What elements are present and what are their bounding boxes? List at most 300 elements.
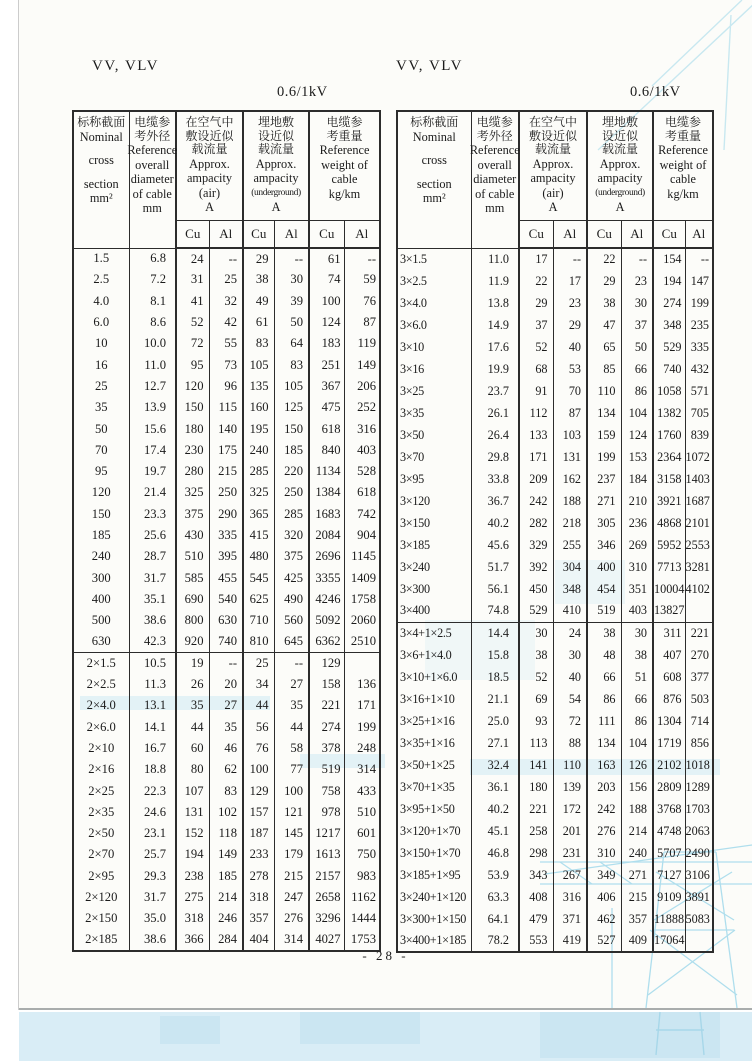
- scanner-background-strip: [19, 1012, 752, 1061]
- cell-value: --: [209, 653, 243, 674]
- cell-section: 6.0: [73, 312, 129, 333]
- cell-value: 349: [587, 864, 621, 886]
- cell-value: 38: [587, 292, 621, 314]
- cell-value: 74.8: [471, 600, 519, 622]
- weight-al-header: Al: [344, 220, 380, 248]
- cell-value: 162: [553, 468, 587, 490]
- cell-value: 66: [621, 688, 653, 710]
- cell-value: 310: [587, 842, 621, 864]
- right-table-header: [397, 111, 713, 248]
- cell-section: 2×120: [73, 887, 129, 908]
- cell-value: 1687: [685, 490, 713, 512]
- cell-value: 180: [519, 776, 553, 798]
- cell-value: 314: [344, 759, 380, 780]
- cell-value: 159: [587, 424, 621, 446]
- cell-value: 115: [209, 397, 243, 418]
- cell-value: 105: [243, 354, 274, 375]
- cell-value: 2157: [309, 866, 344, 887]
- cell-value: 5083: [685, 908, 713, 930]
- cell-value: 3106: [685, 864, 713, 886]
- cell-value: 91: [519, 380, 553, 402]
- cell-value: 625: [243, 589, 274, 610]
- cell-value: 19.9: [471, 358, 519, 380]
- table-row: [397, 402, 713, 424]
- cell-section: 2×95: [73, 866, 129, 887]
- cell-value: 2553: [685, 534, 713, 556]
- weight-en: cable: [670, 172, 696, 186]
- cell-value: 335: [209, 525, 243, 546]
- diameter-zh: 电缆参: [134, 115, 171, 129]
- cell-value: 1382: [653, 402, 685, 424]
- cell-section: 3×70: [397, 446, 471, 468]
- single-core-section: [73, 248, 380, 653]
- table-row: [73, 546, 380, 567]
- cell-value: 235: [685, 314, 713, 336]
- cell-value: 290: [209, 504, 243, 525]
- cell-value: 69: [519, 688, 553, 710]
- table-row: [73, 525, 380, 546]
- cell-value: 250: [274, 482, 309, 503]
- cell-section: 4.0: [73, 291, 129, 312]
- cell-value: 415: [243, 525, 274, 546]
- table-row: [397, 314, 713, 336]
- cell-value: 31.7: [129, 887, 176, 908]
- cell-value: 400: [587, 556, 621, 578]
- cell-value: 66: [621, 358, 653, 380]
- cell-section: 70: [73, 440, 129, 461]
- cell-value: 21.4: [129, 482, 176, 503]
- cell-value: 56.1: [471, 578, 519, 600]
- cell-value: 325: [176, 482, 209, 503]
- air-unit: A: [548, 200, 558, 214]
- cell-value: 375: [176, 504, 209, 525]
- cell-value: 72: [553, 710, 587, 732]
- cell-value: 32.4: [471, 754, 519, 776]
- cell-value: --: [209, 248, 243, 269]
- cell-value: 15.8: [471, 644, 519, 666]
- cell-value: 42: [209, 312, 243, 333]
- cell-value: 12.7: [129, 376, 176, 397]
- cell-section: 2×50: [73, 823, 129, 844]
- diameter-zh: 考外径: [476, 128, 513, 143]
- table-row: [397, 820, 713, 842]
- table-row: [397, 556, 713, 578]
- cell-value: 2364: [653, 446, 685, 468]
- nominal-en: section: [83, 176, 119, 191]
- cell-value: 118: [209, 823, 243, 844]
- cell-value: 203: [587, 776, 621, 798]
- cell-value: 371: [553, 908, 587, 930]
- cell-value: 50: [621, 336, 653, 358]
- cell-section: 3×400: [397, 600, 471, 622]
- cell-value: 840: [309, 440, 344, 461]
- cell-value: 87: [344, 312, 380, 333]
- cell-section: 3×35: [397, 402, 471, 424]
- underground-zh: 载流量: [258, 142, 295, 156]
- diameter-en: diameter: [130, 172, 174, 186]
- right-spec-table: [396, 110, 714, 953]
- cell-value: 240: [621, 842, 653, 864]
- cell-value: 14.4: [471, 622, 519, 644]
- air-cu-header: Cu: [519, 220, 553, 248]
- cell-value: 406: [587, 886, 621, 908]
- cell-value: 93: [519, 710, 553, 732]
- cell-section: 185: [73, 525, 129, 546]
- cell-value: 86: [621, 380, 653, 402]
- cell-value: 214: [621, 820, 653, 842]
- cell-value: 129: [309, 653, 344, 674]
- table-row: [397, 908, 713, 930]
- cell-value: 433: [344, 780, 380, 801]
- cell-value: 710: [243, 610, 274, 631]
- header-nominal-section: [397, 111, 471, 248]
- cell-value: 1162: [344, 887, 380, 908]
- cell-value: 11888: [653, 908, 685, 930]
- cell-value: 111: [587, 710, 621, 732]
- cell-value: --: [553, 248, 587, 270]
- table-row: [397, 292, 713, 314]
- cell-value: 9109: [653, 886, 685, 908]
- table-row: [397, 490, 713, 512]
- cell-value: 6362: [309, 631, 344, 652]
- cell-value: 475: [309, 397, 344, 418]
- cell-value: 343: [519, 864, 553, 886]
- cell-value: 1289: [685, 776, 713, 798]
- cell-value: 36.1: [471, 776, 519, 798]
- air-zh: 载流量: [535, 142, 572, 156]
- cell-value: 3891: [685, 886, 713, 908]
- cell-section: 3×25: [397, 380, 471, 402]
- cell-value: 58: [274, 738, 309, 759]
- cell-value: 274: [653, 292, 685, 314]
- cell-value: 758: [309, 780, 344, 801]
- table-row: [397, 842, 713, 864]
- cell-value: 36.7: [471, 490, 519, 512]
- cell-value: 104: [621, 402, 653, 424]
- underground-zh: 埋地敷: [258, 115, 295, 129]
- table-row: [73, 695, 380, 716]
- cell-section: 3×95: [397, 468, 471, 490]
- diameter-en: of cable: [132, 186, 172, 201]
- cell-value: 25: [243, 653, 274, 674]
- cell-value: 105: [274, 376, 309, 397]
- cell-section: 3×240+1×120: [397, 886, 471, 908]
- weight-unit: kg/km: [328, 186, 361, 201]
- cell-value: 141: [519, 754, 553, 776]
- cell-value: 419: [553, 930, 587, 952]
- cell-value: 124: [309, 312, 344, 333]
- table-row: [73, 610, 380, 631]
- cell-value: 209: [519, 468, 553, 490]
- header-row-main: [73, 111, 380, 220]
- underground-zh: 设近似: [258, 128, 295, 143]
- cell-value: 2060: [344, 610, 380, 631]
- cell-value: 529: [653, 336, 685, 358]
- cell-value: 2102: [653, 754, 685, 776]
- cell-value: 251: [309, 354, 344, 375]
- cell-section: 3×35+1×16: [397, 732, 471, 754]
- cell-value: 7127: [653, 864, 685, 886]
- cell-value: 1058: [653, 380, 685, 402]
- cell-value: 314: [274, 930, 309, 951]
- cell-section: 3×150+1×70: [397, 842, 471, 864]
- diameter-zh: 考外径: [134, 128, 171, 143]
- cell-value: 35: [274, 695, 309, 716]
- table-row: [397, 248, 713, 270]
- cell-value: 454: [587, 578, 621, 600]
- cell-value: --: [274, 248, 309, 269]
- cell-section: 3×400+1×185: [397, 930, 471, 952]
- cell-value: 87: [553, 402, 587, 424]
- cell-value: 20: [209, 674, 243, 695]
- cell-value: 404: [243, 930, 274, 951]
- cell-value: 1758: [344, 589, 380, 610]
- weight-en: cable: [331, 172, 358, 186]
- cell-value: 395: [209, 546, 243, 567]
- cell-value: 49: [243, 291, 274, 312]
- table-row: [397, 688, 713, 710]
- weight-en: weight of: [659, 157, 707, 172]
- cell-section: 3×4+1×2.5: [397, 622, 471, 644]
- three-core-section: [397, 248, 713, 622]
- cell-section: 2×1.5: [73, 653, 129, 674]
- cell-value: 5952: [653, 534, 685, 556]
- cell-value: 18.5: [471, 666, 519, 688]
- cell-value: 134: [587, 402, 621, 424]
- cell-value: 3355: [309, 567, 344, 588]
- air-zh: 敷设近似: [185, 128, 234, 143]
- table-row: [397, 380, 713, 402]
- cell-value: 38: [587, 622, 621, 644]
- cell-value: 528: [344, 461, 380, 482]
- air-en: Approx.: [532, 156, 574, 171]
- cell-value: 10.0: [129, 333, 176, 354]
- cell-value: 30: [553, 644, 587, 666]
- cell-value: 34: [243, 674, 274, 695]
- table-row: [73, 759, 380, 780]
- cell-value: 274: [309, 717, 344, 738]
- cell-value: 80: [176, 759, 209, 780]
- cell-value: 7.2: [129, 269, 176, 290]
- cell-value: 199: [587, 446, 621, 468]
- header-weight: [653, 111, 713, 220]
- cell-value: 246: [209, 908, 243, 929]
- cell-section: 2×35: [73, 802, 129, 823]
- cell-value: 2490: [685, 842, 713, 864]
- cell-value: 96: [209, 376, 243, 397]
- cell-value: 357: [621, 908, 653, 930]
- underground-cu-header: Cu: [243, 220, 274, 248]
- cell-value: 215: [209, 461, 243, 482]
- cell-value: 21.1: [471, 688, 519, 710]
- cell-value: 280: [176, 461, 209, 482]
- air-en: ampacity: [186, 171, 233, 185]
- cell-value: 23: [621, 270, 653, 292]
- table-row: [73, 780, 380, 801]
- cell-value: 403: [344, 440, 380, 461]
- cell-value: 978: [309, 802, 344, 823]
- cell-section: 3×16: [397, 358, 471, 380]
- cell-value: 29.8: [471, 446, 519, 468]
- underground-zh: 埋地敷: [602, 115, 639, 129]
- cell-value: 645: [274, 631, 309, 652]
- cell-value: 408: [519, 886, 553, 908]
- cell-section: 3×2.5: [397, 270, 471, 292]
- cell-value: 432: [685, 358, 713, 380]
- weight-cu-header: Cu: [309, 220, 344, 248]
- cell-value: 28.7: [129, 546, 176, 567]
- cell-value: 185: [274, 440, 309, 461]
- cell-value: 282: [519, 512, 553, 534]
- cell-value: 23: [553, 292, 587, 314]
- cell-value: 2510: [344, 631, 380, 652]
- table-row: [73, 866, 380, 887]
- cell-value: 53.9: [471, 864, 519, 886]
- table-row: [73, 802, 380, 823]
- cell-value: 194: [176, 844, 209, 865]
- cell-section: 3×6+1×4.0: [397, 644, 471, 666]
- cell-value: 4748: [653, 820, 685, 842]
- cell-value: 33.8: [471, 468, 519, 490]
- cell-value: 32: [209, 291, 243, 312]
- cell-value: 100: [243, 759, 274, 780]
- cell-section: 95: [73, 461, 129, 482]
- cell-value: 121: [274, 802, 309, 823]
- nominal-unit: mm²: [422, 191, 446, 205]
- table-row: [397, 710, 713, 732]
- cell-section: 240: [73, 546, 129, 567]
- cell-value: 1753: [344, 930, 380, 951]
- table-row: [73, 844, 380, 865]
- cell-value: 10.5: [129, 653, 176, 674]
- cell-value: 52: [519, 666, 553, 688]
- cell-value: 510: [176, 546, 209, 567]
- cell-value: 3921: [653, 490, 685, 512]
- cell-value: 983: [344, 866, 380, 887]
- cell-section: 3×10: [397, 336, 471, 358]
- cell-value: 1384: [309, 482, 344, 503]
- underground-zh: 载流量: [602, 142, 639, 156]
- cell-value: 271: [587, 490, 621, 512]
- cell-value: 248: [344, 738, 380, 759]
- cell-value: 740: [653, 358, 685, 380]
- cell-value: 250: [209, 482, 243, 503]
- cell-value: 1145: [344, 546, 380, 567]
- cell-section: 300: [73, 567, 129, 588]
- weight-unit: kg/km: [667, 186, 699, 201]
- cell-value: 70: [553, 380, 587, 402]
- cell-value: 409: [621, 930, 653, 952]
- cell-value: 102: [209, 802, 243, 823]
- cell-value: 5092: [309, 610, 344, 631]
- cell-value: 220: [274, 461, 309, 482]
- cell-value: 15.6: [129, 418, 176, 439]
- cell-value: 24.6: [129, 802, 176, 823]
- cell-value: 800: [176, 610, 209, 631]
- table-row: [397, 358, 713, 380]
- cell-value: 285: [243, 461, 274, 482]
- cell-value: 904: [344, 525, 380, 546]
- cell-value: 27: [274, 674, 309, 695]
- cell-value: 17: [553, 270, 587, 292]
- cell-value: 199: [685, 292, 713, 314]
- table-row: [73, 567, 380, 588]
- cell-value: 462: [587, 908, 621, 930]
- cell-section: 2×10: [73, 738, 129, 759]
- cell-value: 131: [176, 802, 209, 823]
- cell-value: 258: [519, 820, 553, 842]
- cell-value: 171: [344, 695, 380, 716]
- cell-value: 519: [587, 600, 621, 622]
- cell-value: 18.8: [129, 759, 176, 780]
- cell-value: 366: [176, 930, 209, 951]
- cell-section: 3×240: [397, 556, 471, 578]
- cell-value: 392: [519, 556, 553, 578]
- cell-value: 153: [621, 446, 653, 468]
- cell-value: 110: [587, 380, 621, 402]
- weight-zh: 电缆参: [665, 115, 702, 129]
- cell-section: 3×10+1×6.0: [397, 666, 471, 688]
- cell-value: 276: [274, 908, 309, 929]
- cell-value: 194: [653, 270, 685, 292]
- cell-value: 134: [587, 732, 621, 754]
- cell-value: 450: [519, 578, 553, 600]
- cell-section: 10: [73, 333, 129, 354]
- voltage-label-left: 0.6/1kV: [277, 84, 328, 100]
- cell-value: 325: [243, 482, 274, 503]
- cell-value: 195: [243, 418, 274, 439]
- underground-unit: A: [271, 200, 281, 214]
- cell-value: 1403: [685, 468, 713, 490]
- cell-value: 201: [553, 820, 587, 842]
- cell-value: 150: [176, 397, 209, 418]
- cell-value: 17.6: [471, 336, 519, 358]
- cell-value: 242: [587, 798, 621, 820]
- cell-value: 25.7: [129, 844, 176, 865]
- cell-value: 210: [621, 490, 653, 512]
- diameter-en: diameter: [473, 172, 517, 186]
- cell-section: 3×25+1×16: [397, 710, 471, 732]
- cell-value: 351: [621, 578, 653, 600]
- table-row: [73, 312, 380, 333]
- cell-value: 100: [309, 291, 344, 312]
- cell-value: 560: [274, 610, 309, 631]
- cell-value: 4246: [309, 589, 344, 610]
- cell-value: 367: [309, 376, 344, 397]
- cell-value: 1703: [685, 798, 713, 820]
- diameter-zh: 电缆参: [476, 115, 513, 129]
- cell-value: 705: [685, 402, 713, 424]
- cell-value: 810: [243, 631, 274, 652]
- cell-value: 23.7: [471, 380, 519, 402]
- weight-zh: 考重量: [665, 128, 702, 143]
- cell-value: 17: [519, 248, 553, 270]
- cell-section: 2×185: [73, 930, 129, 951]
- cell-section: 50: [73, 418, 129, 439]
- cell-value: 100: [274, 780, 309, 801]
- cell-value: 11.3: [129, 674, 176, 695]
- table-row: [397, 754, 713, 776]
- cell-value: 30: [621, 622, 653, 644]
- table-row: [397, 798, 713, 820]
- cell-value: 125: [274, 397, 309, 418]
- cell-value: 51.7: [471, 556, 519, 578]
- underground-en: (underground): [251, 187, 301, 198]
- cell-value: 110: [553, 754, 587, 776]
- cell-value: 126: [621, 754, 653, 776]
- cell-value: 255: [553, 534, 587, 556]
- cell-value: 2101: [685, 512, 713, 534]
